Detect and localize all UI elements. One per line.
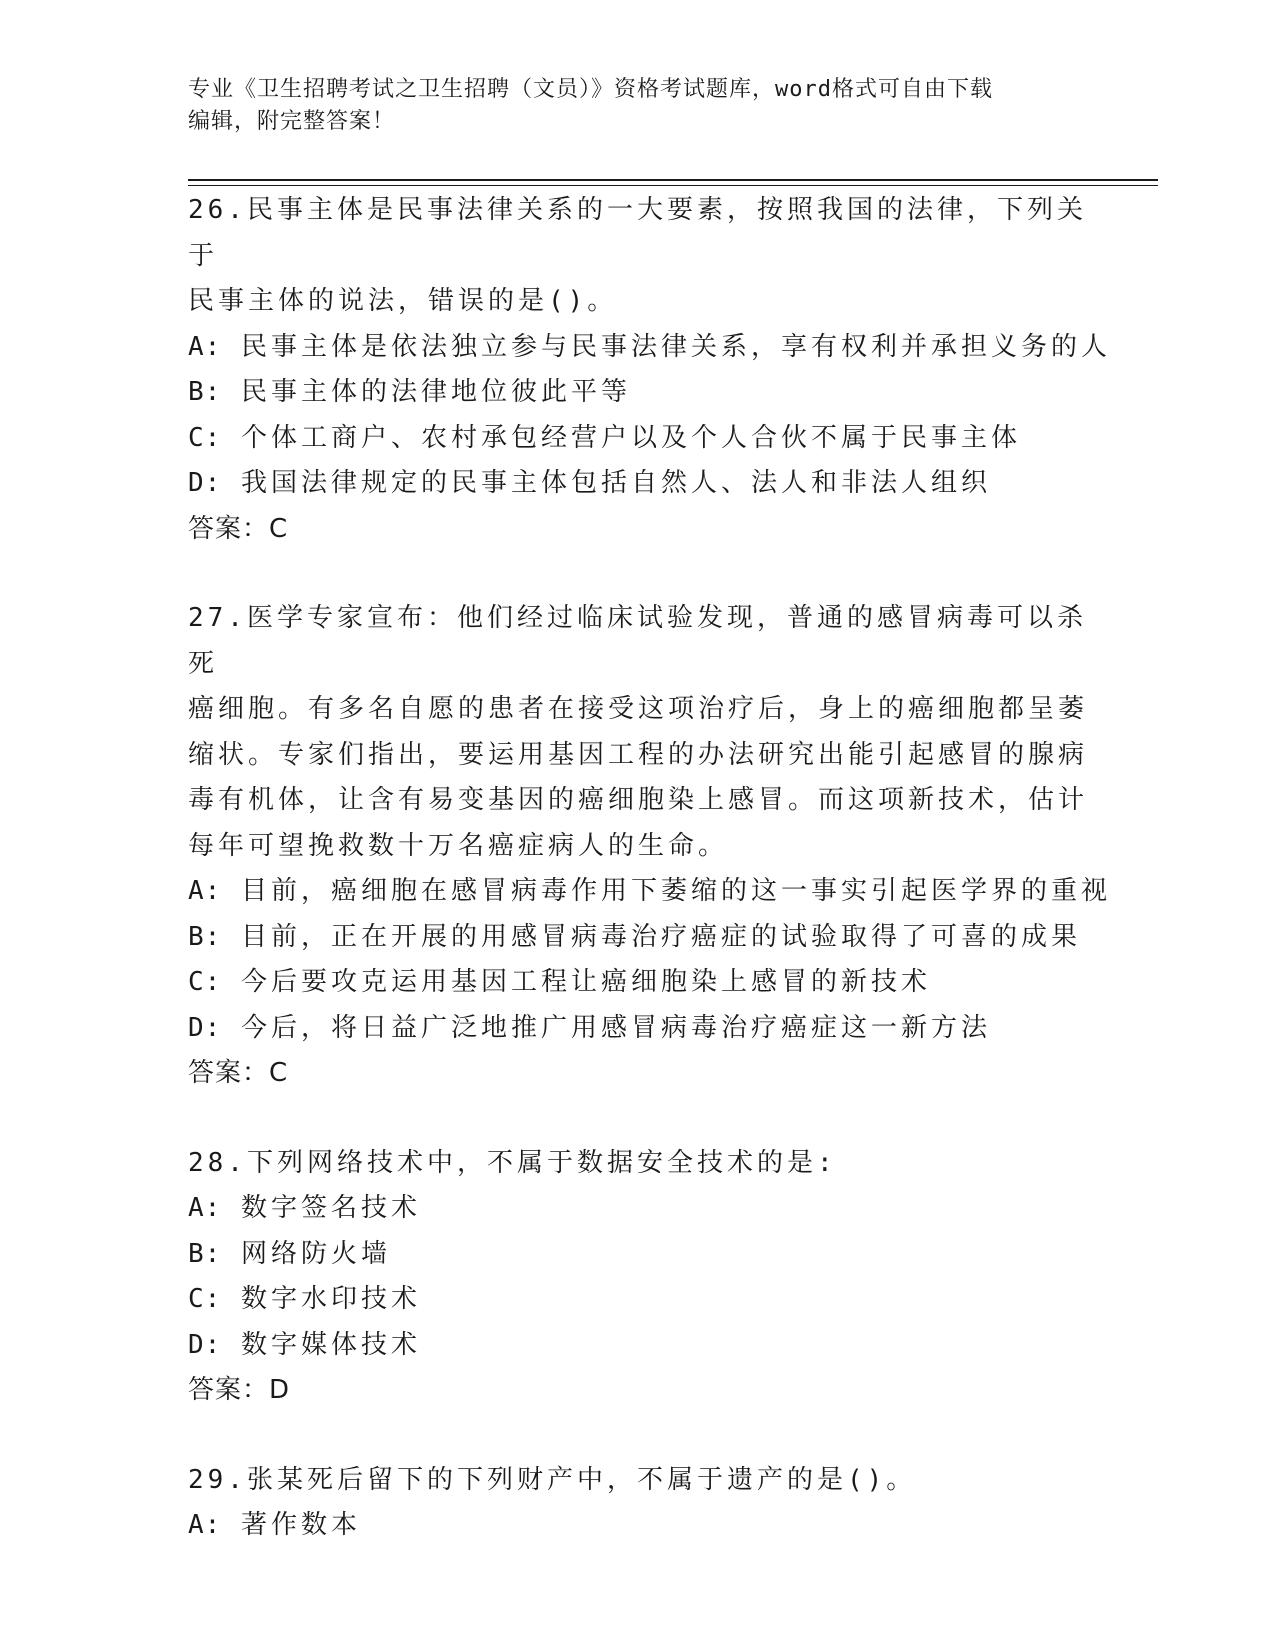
option-label: C:	[188, 1284, 222, 1314]
option-label: B:	[188, 1238, 222, 1269]
option-label: A:	[188, 1193, 222, 1223]
question-28	[188, 1141, 1088, 1414]
option-b	[188, 370, 1088, 416]
question-text	[188, 1141, 1088, 1187]
document-header	[188, 74, 1088, 138]
option-text: 网络防火墙	[240, 1238, 391, 1269]
option-b	[188, 1232, 1088, 1278]
answer: 答案：C	[188, 513, 289, 544]
question-line: 民事主体的说法，错误的是()。	[188, 286, 618, 316]
answer: 答案：D	[188, 1375, 291, 1405]
option-a	[188, 1503, 1088, 1549]
option-text: 今后，将日益广泛地推广用感冒病毒治疗癌症这一新方法	[240, 1012, 991, 1043]
answer: 答案：C	[188, 1058, 289, 1088]
option-text: 目前，正在开展的用感冒病毒治疗癌症的试验取得了可喜的成果	[240, 921, 1081, 952]
question-29	[188, 1458, 1088, 1549]
option-d	[188, 1006, 1088, 1052]
option-c	[188, 960, 1088, 1006]
question-line: 民事主体是民事法律关系的一大要素，按照我国的法律，下列关于	[188, 195, 1087, 271]
header-line-2: 编辑，附完整答案！	[188, 109, 396, 134]
option-a	[188, 1186, 1088, 1232]
option-text: 著作数本	[240, 1510, 361, 1540]
question-number: 28.	[188, 1147, 247, 1178]
option-label: A:	[188, 876, 222, 906]
option-label: D:	[188, 1329, 222, 1360]
option-label: D:	[188, 1012, 222, 1043]
option-text: 民事主体的法律地位彼此平等	[240, 377, 631, 407]
question-number: 27.	[188, 603, 247, 633]
option-c	[188, 416, 1088, 462]
option-text: 今后要攻克运用基因工程让癌细胞染上感冒的新技术	[240, 967, 931, 997]
question-line: 缩状。专家们指出，要运用基因工程的办法研究出能引起感冒的腺病	[188, 739, 1089, 770]
option-text: 民事主体是依法独立参与民事法律关系，享有权利并承担义务的人	[240, 331, 1111, 362]
option-label: D:	[188, 468, 222, 498]
option-label: C:	[188, 967, 222, 997]
question-text	[188, 188, 1088, 279]
question-line: 癌细胞。有多名自愿的患者在接受这项治疗后，身上的癌细胞都呈萎	[188, 694, 1089, 724]
option-label: A:	[188, 331, 222, 362]
option-label: B:	[188, 377, 222, 407]
option-a	[188, 869, 1111, 915]
option-label: C:	[188, 422, 222, 453]
question-number: 26.	[188, 195, 247, 225]
header-divider-thin	[188, 185, 1158, 186]
option-label: B:	[188, 921, 222, 952]
option-text: 目前，癌细胞在感冒病毒作用下萎缩的这一事实引起医学界的重视	[240, 876, 1111, 906]
option-text: 数字媒体技术	[240, 1329, 421, 1360]
option-d	[188, 461, 1088, 507]
header-divider-thick	[188, 179, 1158, 181]
question-line: 下列网络技术中，不属于数据安全技术的是:	[246, 1147, 837, 1178]
option-text: 我国法律规定的民事主体包括自然人、法人和非法人组织	[240, 468, 991, 498]
question-list	[188, 188, 1111, 1593]
option-d	[188, 1323, 1088, 1369]
question-line: 张某死后留下的下列财产中，不属于遗产的是()。	[246, 1464, 917, 1495]
option-a	[188, 325, 1111, 371]
option-c	[188, 1277, 1088, 1323]
question-number: 29.	[188, 1464, 247, 1495]
header-line-1: 专业《卫生招聘考试之卫生招聘（文员）》资格考试题库，word格式可自由下载	[188, 77, 993, 102]
question-26	[188, 188, 1111, 552]
option-text: 数字水印技术	[240, 1284, 421, 1314]
question-27	[188, 596, 1111, 1097]
option-b	[188, 915, 1088, 961]
question-line: 毒有机体，让含有易变基因的癌细胞染上感冒。而这项新技术，估计	[188, 785, 1089, 815]
question-text	[188, 596, 1088, 687]
question-line: 医学专家宣布：他们经过临床试验发现，普通的感冒病毒可以杀死	[188, 603, 1087, 679]
question-text	[188, 1458, 1088, 1504]
option-text: 数字签名技术	[240, 1193, 421, 1223]
option-text: 个体工商户、农村承包经营户以及个人合伙不属于民事主体	[240, 422, 1021, 453]
question-line: 每年可望挽救数十万名癌症病人的生命。	[188, 830, 729, 861]
option-label: A:	[188, 1510, 222, 1540]
